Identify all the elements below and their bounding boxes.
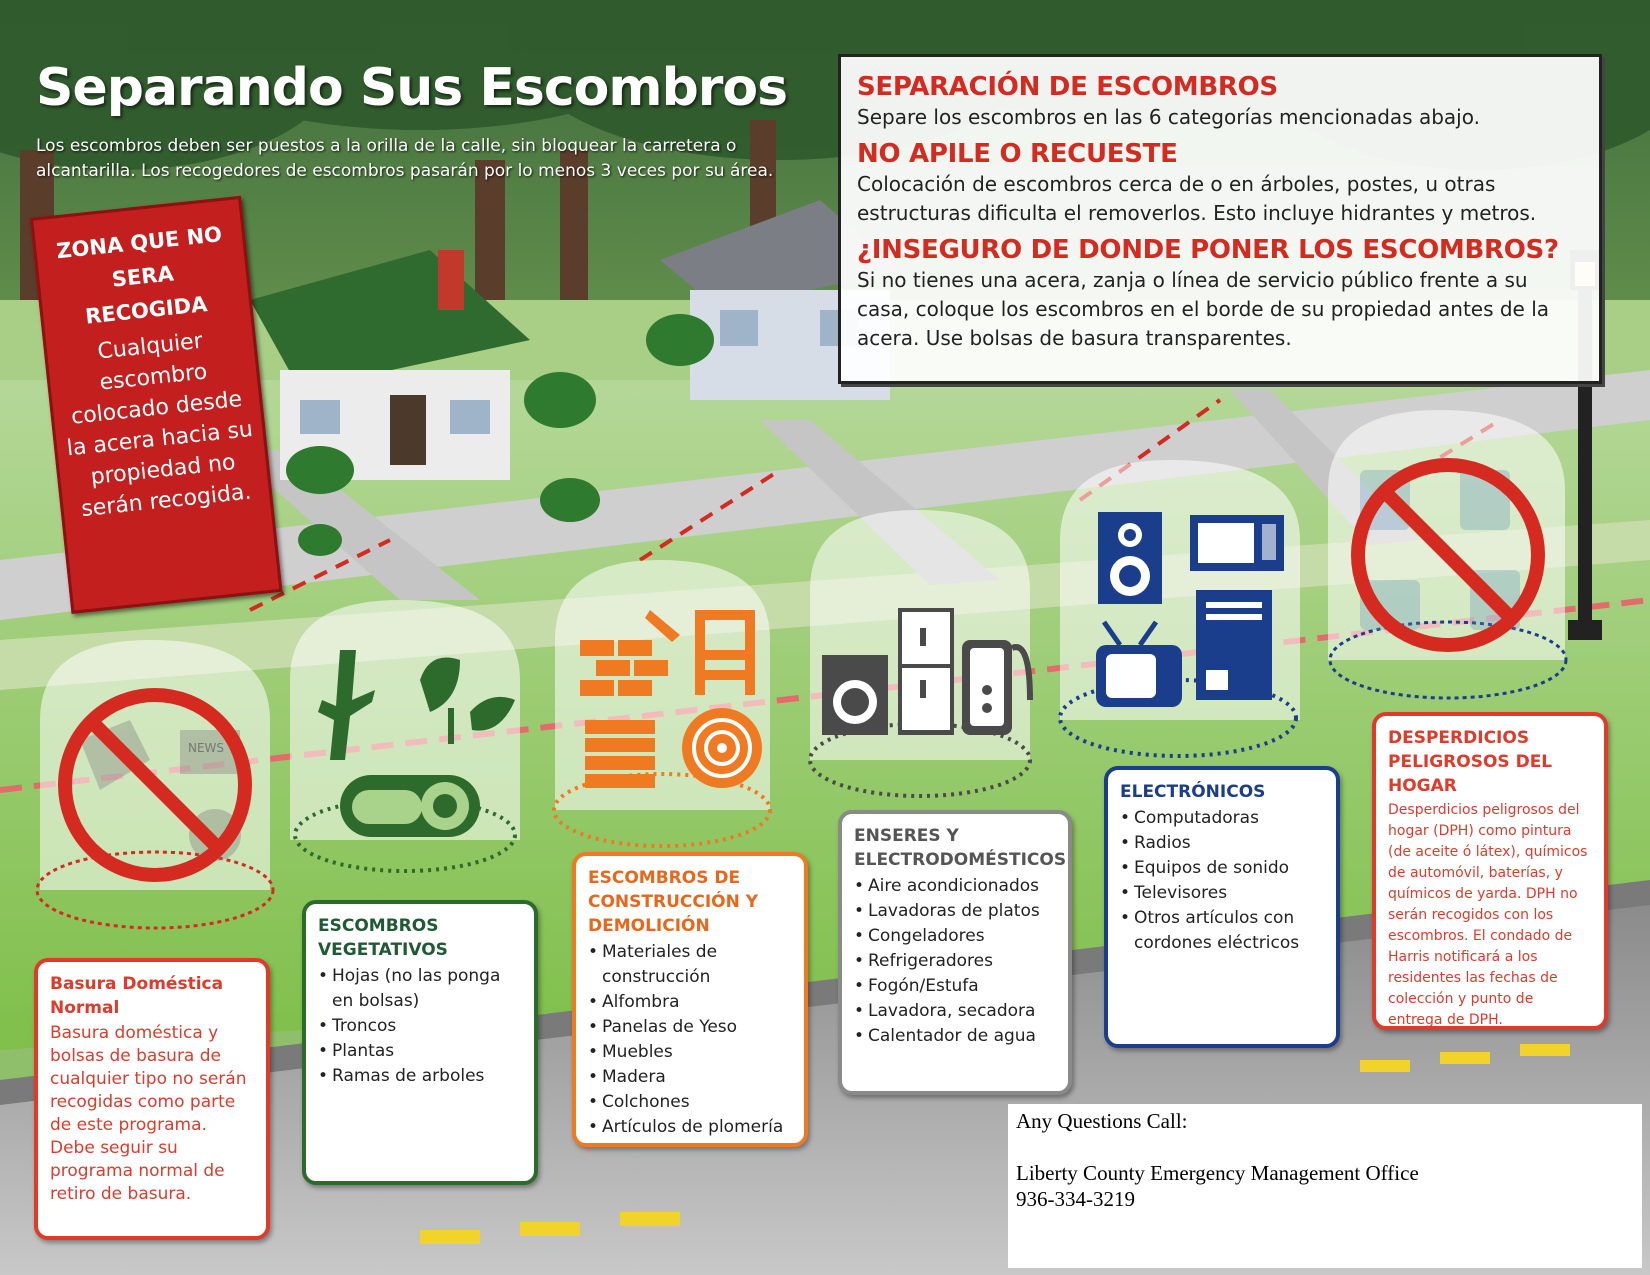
computer-tower-icon [1196, 590, 1272, 700]
info-box [838, 54, 1602, 384]
info-text-unsure: Si no tienes una acera, zanja o línea de servicio público frente a su casa, coloque los escombros en el borde de su propiedad antes de la acera. Use bolsas de basura transparentes. [857, 268, 1550, 350]
card-list [318, 964, 522, 1089]
list-item: • Panelas de Yeso [588, 1015, 792, 1040]
list-item: • Equipos de sonido [1120, 856, 1324, 881]
page-title: Separando Sus Escombros [36, 58, 788, 118]
news-label: NEWS [188, 741, 225, 755]
list-item: • Muebles [588, 1040, 792, 1065]
list-item: • Artículos de plomería [588, 1115, 792, 1140]
list-item: • Troncos [318, 1014, 522, 1039]
card-construction [572, 852, 808, 1147]
list-item: • Otros artículos con cordones eléctricos [1120, 906, 1324, 956]
card-vegetative [302, 900, 538, 1185]
log-icon [340, 775, 480, 837]
list-item: • Lavadoras de platos [854, 899, 1056, 924]
card-title: ESCOMBROS DE CONSTRUCCIÓN Y DEMOLICIÓN [588, 868, 759, 936]
card-list [588, 940, 792, 1140]
list-item: • Lavadora, secadora [854, 999, 1056, 1024]
intro-text: Los escombros deben ser puestos a la orilla de la calle, sin bloquear la carretera o alcantarilla. Los recogedores de escombros pasarán por lo menos 3 veces por su área. [36, 136, 774, 181]
card-household-trash [34, 958, 270, 1240]
info-text-separation: Separe los escombros en las 6 categorías mencionadas abajo. [857, 105, 1480, 129]
list-item: • Calentador de agua [854, 1024, 1056, 1049]
card-text: Basura doméstica y bolsas de basura de cualquier tipo no serán recogidas como parte de este programa. Debe seguir su programa normal de retiro de basura. [50, 1023, 247, 1204]
speaker-icon [1098, 512, 1162, 604]
card-list [854, 874, 1056, 1049]
card-electronics [1104, 766, 1340, 1048]
microwave-icon [1190, 515, 1284, 571]
dome-vegetative [290, 600, 520, 871]
list-item: • Fogón/Estufa [854, 974, 1056, 999]
card-text: Desperdicios peligrosos del hogar (DPH) como pintura (de aceite ó látex), químicos de automóvil, baterías, y químicos de yarda. DPH no serán recogidos con los escombros. El condado de Harris notificará a los residentes las fechas de colección y punto de entrega de DPH. [1388, 802, 1588, 1028]
card-appliances [838, 810, 1072, 1095]
dome-electronics [1060, 460, 1300, 756]
info-text-no-stack: Colocación de escombros cerca de o en árboles, postes, u otras estructuras dificulta el removerlos. Esto incluye hidrantes y metros. [857, 172, 1537, 225]
list-item: • Radios [1120, 831, 1324, 856]
washer-icon [822, 655, 888, 735]
list-item: • Hojas (no las ponga en bolsas) [318, 964, 522, 1014]
refrigerator-icon [898, 608, 954, 735]
list-item: • Aire acondicionados [854, 874, 1056, 899]
card-title: Basura Doméstica Normal [50, 974, 224, 1018]
list-item: • Materiales de construcción [588, 940, 792, 990]
contact-box [1008, 1104, 1642, 1268]
info-heading-unsure: ¿INSEGURO DE DONDE PONER LOS ESCOMBROS? [857, 235, 1559, 265]
list-item: • Computadoras [1120, 806, 1324, 831]
card-title: ENSERES Y ELECTRODOMÉSTICOS [854, 826, 1067, 870]
banner-title: ZONA QUE NO SERA RECOGIDA [55, 222, 224, 329]
card-title: DESPERDICIOS PELIGROSOS DEL HOGAR [1388, 728, 1553, 796]
info-heading-no-stack: NO APILE O RECUESTE [857, 139, 1178, 169]
no-pickup-zone-banner [30, 196, 282, 614]
list-item: • Ramas de arboles [318, 1064, 522, 1089]
list-item: • Madera [588, 1065, 792, 1090]
contact-phone: 936-334-3219 [1016, 1187, 1135, 1211]
dome-construction [554, 560, 770, 846]
banner-body: Cualquier escombro colocado desde la acera hacia su propiedad no serán recogida. [65, 328, 254, 523]
carpet-roll-icon [682, 708, 762, 788]
contact-heading: Any Questions Call: [1016, 1109, 1188, 1133]
list-item: • Televisores [1120, 881, 1324, 906]
card-title: ESCOMBROS VEGETATIVOS [318, 916, 448, 960]
info-heading-separation: SEPARACIÓN DE ESCOMBROS [857, 72, 1278, 102]
list-item: • Plantas [318, 1039, 522, 1064]
list-item: • Colchones [588, 1090, 792, 1115]
list-item: • Refrigeradores [854, 949, 1056, 974]
list-item: • Alfombra [588, 990, 792, 1015]
card-hazardous-waste [1372, 712, 1608, 1030]
list-item: • Congeladores [854, 924, 1056, 949]
dome-appliances [810, 510, 1030, 796]
contact-office: Liberty County Emergency Management Office [1016, 1161, 1419, 1185]
card-list [1120, 806, 1324, 956]
card-title: ELECTRÓNICOS [1120, 782, 1266, 802]
